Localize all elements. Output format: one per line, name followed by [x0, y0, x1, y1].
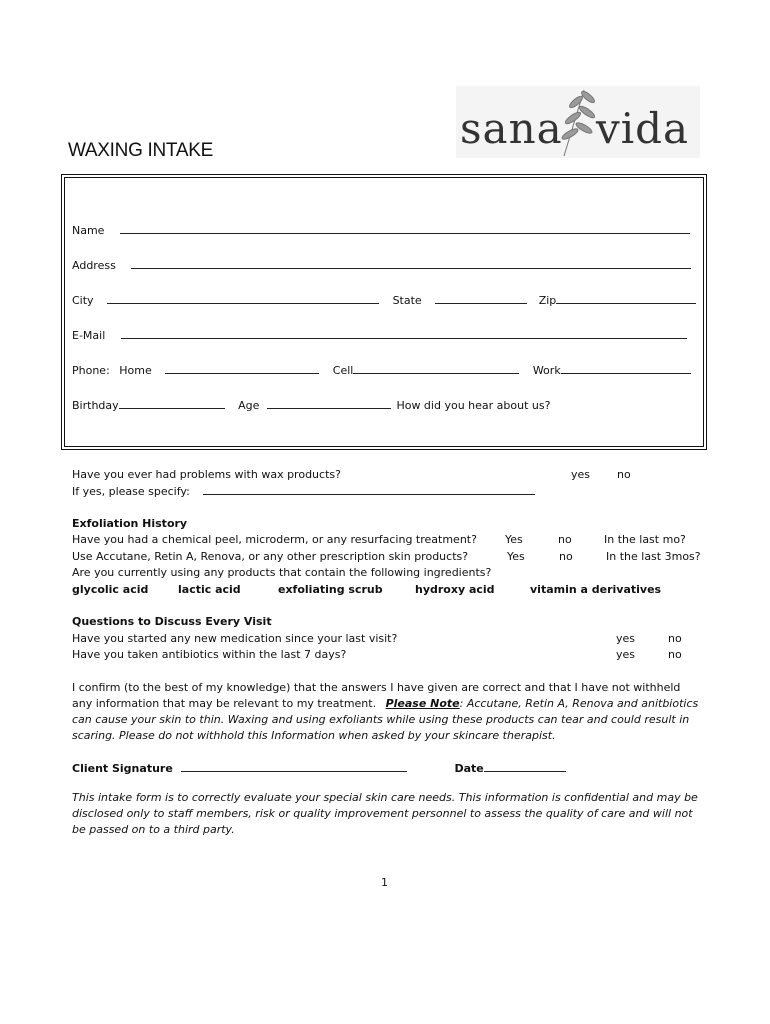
exfoliation-q3: Are you currently using any products that contain the following ingredients? [72, 566, 492, 579]
city-label: City [72, 294, 94, 307]
exfoliation-q1-when: In the last mo? [604, 533, 686, 546]
state-field[interactable] [435, 293, 527, 304]
ingredient-option[interactable]: glycolic acid [72, 583, 149, 596]
exfoliation-q2-no[interactable]: no [559, 550, 573, 563]
exfoliation-q1-no[interactable]: no [558, 533, 572, 546]
every-visit-q1-yes[interactable]: yes [616, 632, 636, 645]
age-label: Age [238, 399, 260, 412]
logo-text-left: sana [460, 104, 563, 153]
phone-label: Phone: [72, 364, 110, 377]
date-field[interactable] [484, 761, 566, 772]
wax-specify-field[interactable] [203, 484, 535, 495]
work-label: Work [532, 364, 561, 377]
email-field[interactable] [121, 328, 687, 339]
exfoliation-q1-yes[interactable]: Yes [505, 533, 523, 546]
email-row [72, 328, 687, 343]
birthday-row [72, 398, 550, 413]
every-visit-q2-yes[interactable]: yes [616, 648, 636, 661]
ingredient-option[interactable]: vitamin a derivatives [530, 583, 662, 596]
state-label: State [392, 294, 422, 307]
please-note-label: Please Note [385, 697, 460, 710]
address-row [72, 258, 691, 273]
please-note-text: : Accutane, Retin A, Renova and anitbiotics can cause your skin to thin. Waxing and using exfoliants while using these products can tear and could result in scaring. Please do not withhold this Information when asked by your skincare therapist. [72, 697, 699, 742]
address-label: Address [72, 259, 116, 272]
home-phone-field[interactable] [165, 363, 319, 374]
date-label: Date [454, 762, 484, 775]
confidentiality-notice: This intake form is to correctly evaluate your special skin care needs. This information is confidential and may be disclosed only to staff members, risk or quality improvement personnel to assess the quality of care and will not be passed on to a third party. [72, 791, 698, 836]
ingredient-option[interactable]: lactic acid [178, 583, 241, 596]
exfoliation-heading: Exfoliation History [72, 517, 188, 530]
wax-specify-label: If yes, please specify: [72, 485, 190, 498]
exfoliation-q2-yes[interactable]: Yes [507, 550, 525, 563]
sana-vida-logo [456, 86, 700, 158]
ingredient-option[interactable]: hydroxy acid [415, 583, 495, 596]
logo-text-right: vida [596, 104, 690, 153]
client-signature-field[interactable] [181, 761, 407, 772]
zip-field[interactable] [556, 293, 696, 304]
name-row [72, 223, 690, 238]
signature-row [72, 761, 566, 776]
birthday-field[interactable] [119, 398, 225, 409]
address-field[interactable] [131, 258, 691, 269]
cell-phone-field[interactable] [353, 363, 519, 374]
exfoliation-q2: Use Accutane, Retin A, Renova, or any other prescription skin products? [72, 550, 469, 563]
every-visit-q1-no[interactable]: no [668, 632, 682, 645]
every-visit-q1: Have you started any new medication since your last visit? [72, 632, 398, 645]
cell-label: Cell [332, 364, 354, 377]
heard-label: How did you hear about us? [396, 399, 551, 412]
client-signature-label: Client Signature [72, 762, 173, 775]
email-label: E-Mail [72, 329, 106, 342]
city-field[interactable] [107, 293, 379, 304]
wax-specify-row [72, 484, 535, 499]
name-field[interactable] [120, 223, 690, 234]
city-row [72, 293, 696, 308]
wax-no-option[interactable]: no [617, 468, 631, 481]
birthday-label: Birthday [72, 399, 119, 412]
every-visit-q2-no[interactable]: no [668, 648, 682, 661]
work-phone-field[interactable] [561, 363, 691, 374]
every-visit-q2: Have you taken antibiotics within the last 7 days? [72, 648, 347, 661]
wax-problems-question: Have you ever had problems with wax products? [72, 468, 341, 481]
zip-label: Zip [538, 294, 557, 307]
home-label: Home [119, 364, 152, 377]
confirmation-paragraph [72, 680, 702, 744]
confirmation-text: I confirm (to the best of my knowledge) that the answers I have given are correct and that I have not withheld any information that may be relevant to my treatment. [72, 681, 681, 710]
wax-yes-option[interactable]: yes [571, 468, 591, 481]
exfoliation-q2-when: In the last 3mos? [606, 550, 701, 563]
page-title: WAXING INTAKE [68, 140, 213, 161]
ingredient-option[interactable]: exfoliating scrub [278, 583, 383, 596]
name-label: Name [72, 224, 105, 237]
page-number: 1 [381, 876, 388, 889]
phone-row [72, 363, 691, 378]
every-visit-heading: Questions to Discuss Every Visit [72, 615, 272, 628]
age-field[interactable] [267, 398, 391, 409]
exfoliation-q1: Have you had a chemical peel, microderm, or any resurfacing treatment? [72, 533, 477, 546]
